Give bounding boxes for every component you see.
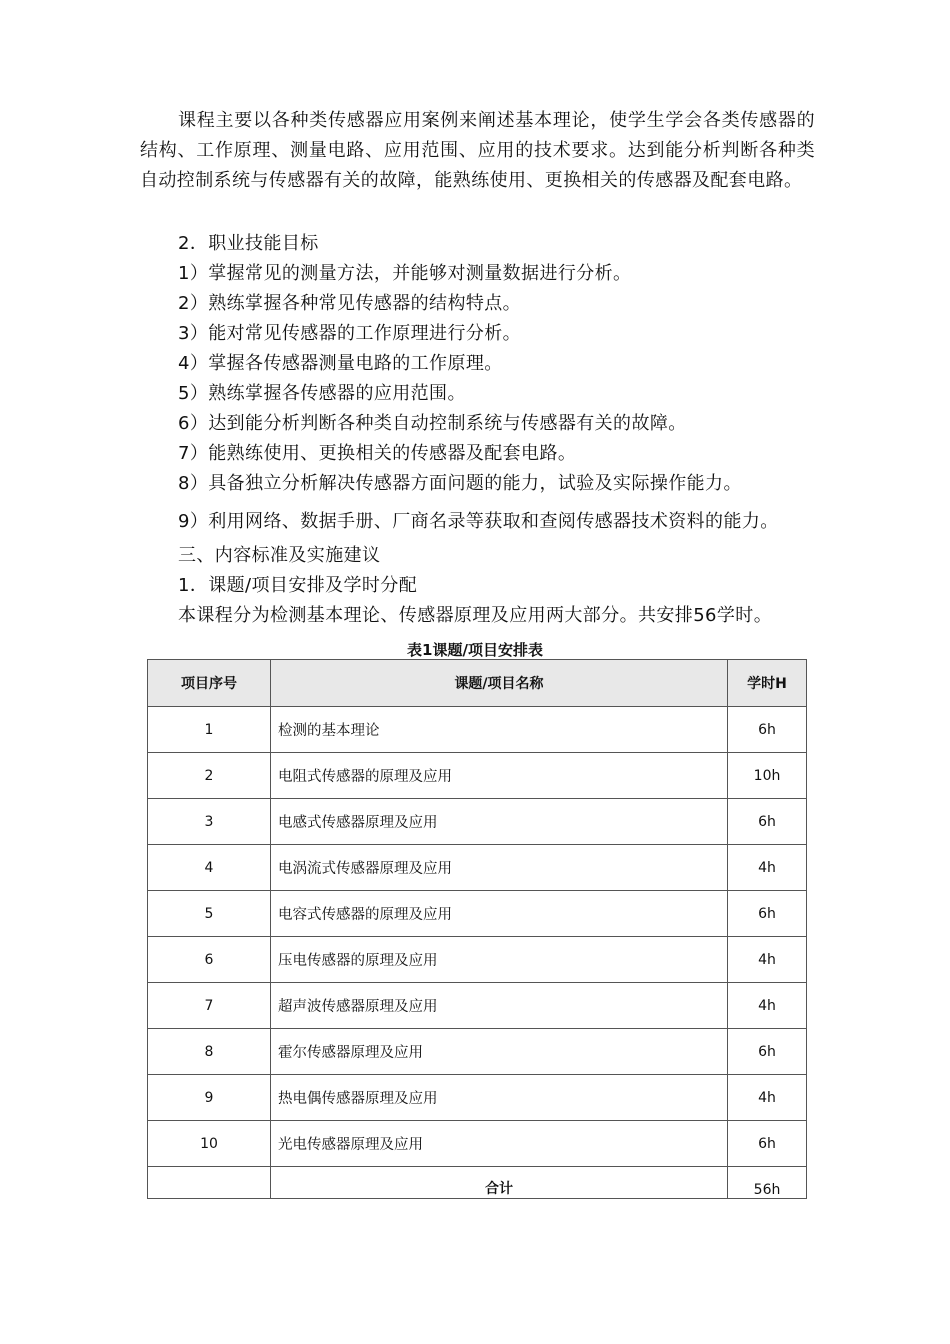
skill-item: 1）掌握常见的测量方法，并能够对测量数据进行分析。 [178, 263, 632, 284]
skill-item: 7）能熟练使用、更换相关的传感器及配套电路。 [178, 443, 577, 464]
item-hours: 6h [728, 891, 807, 937]
item-name: 霍尔传感器原理及应用 [271, 1029, 728, 1075]
total-empty-cell [148, 1167, 271, 1199]
table-row [148, 1029, 807, 1075]
table-row [148, 1075, 807, 1121]
item-name: 压电传感器的原理及应用 [271, 937, 728, 983]
schedule-summary: 本课程分为检测基本理论、传感器原理及应用两大部分。共安排56学时。 [178, 605, 773, 626]
item-number: 2 [148, 753, 271, 799]
item-name: 检测的基本理论 [271, 707, 728, 753]
item-hours: 6h [728, 799, 807, 845]
table-header-row [148, 660, 807, 707]
table-row [148, 1121, 807, 1167]
skill-goals-heading: 2．职业技能目标 [178, 233, 319, 254]
item-number: 5 [148, 891, 271, 937]
table-row [148, 891, 807, 937]
skill-item: 5）熟练掌握各传感器的应用范围。 [178, 383, 466, 404]
skill-item: 9）利用网络、数据手册、厂商名录等获取和查阅传感器技术资料的能力。 [178, 511, 779, 532]
item-name: 电涡流式传感器原理及应用 [271, 845, 728, 891]
item-name: 电容式传感器的原理及应用 [271, 891, 728, 937]
item-hours: 4h [728, 1075, 807, 1121]
item-hours: 4h [728, 937, 807, 983]
item-hours: 4h [728, 845, 807, 891]
skill-item: 8）具备独立分析解决传感器方面问题的能力，试验及实际操作能力。 [178, 473, 742, 494]
intro-paragraph: 课程主要以各种类传感器应用案例来阐述基本理论，使学生学会各类传感器的结构、工作原理、测量电路、应用范围、应用的技术要求。达到能分析判断各种类自动控制系统与传感器有关的故障，能熟练使用、更换相关的传感器及配套电路。 [140, 110, 815, 191]
item-name: 热电偶传感器原理及应用 [271, 1075, 728, 1121]
total-label: 合计 [271, 1167, 728, 1199]
item-hours: 6h [728, 1029, 807, 1075]
skill-item: 2）熟练掌握各种常见传感器的结构特点。 [178, 293, 522, 314]
header-item-number: 项目序号 [148, 660, 271, 707]
item-hours: 6h [728, 707, 807, 753]
item-name: 光电传感器原理及应用 [271, 1121, 728, 1167]
total-row [148, 1167, 807, 1199]
content-standards-heading: 三、内容标准及实施建议 [178, 545, 381, 566]
item-number: 6 [148, 937, 271, 983]
item-hours: 4h [728, 983, 807, 1029]
item-number: 1 [148, 707, 271, 753]
item-number: 4 [148, 845, 271, 891]
item-name: 电阻式传感器的原理及应用 [271, 753, 728, 799]
schedule-heading: 1．课题/项目安排及学时分配 [178, 575, 418, 596]
item-number: 10 [148, 1121, 271, 1167]
header-item-name: 课题/项目名称 [271, 660, 728, 707]
table-row [148, 983, 807, 1029]
item-number: 9 [148, 1075, 271, 1121]
total-hours: 56h [728, 1167, 807, 1199]
item-name: 电感式传感器原理及应用 [271, 799, 728, 845]
item-hours: 6h [728, 1121, 807, 1167]
header-hours: 学时H [728, 660, 807, 707]
item-hours: 10h [728, 753, 807, 799]
table-caption: 表1课题/项目安排表 [407, 641, 543, 659]
table-row [148, 707, 807, 753]
schedule-table [147, 659, 807, 1199]
item-number: 3 [148, 799, 271, 845]
skill-item: 6）达到能分析判断各种类自动控制系统与传感器有关的故障。 [178, 413, 687, 434]
item-name: 超声波传感器原理及应用 [271, 983, 728, 1029]
table-row [148, 937, 807, 983]
table-row [148, 753, 807, 799]
table-row [148, 845, 807, 891]
skill-item: 3）能对常见传感器的工作原理进行分析。 [178, 323, 522, 344]
table-row [148, 799, 807, 845]
item-number: 7 [148, 983, 271, 1029]
skill-item: 4）掌握各传感器测量电路的工作原理。 [178, 353, 503, 374]
item-number: 8 [148, 1029, 271, 1075]
